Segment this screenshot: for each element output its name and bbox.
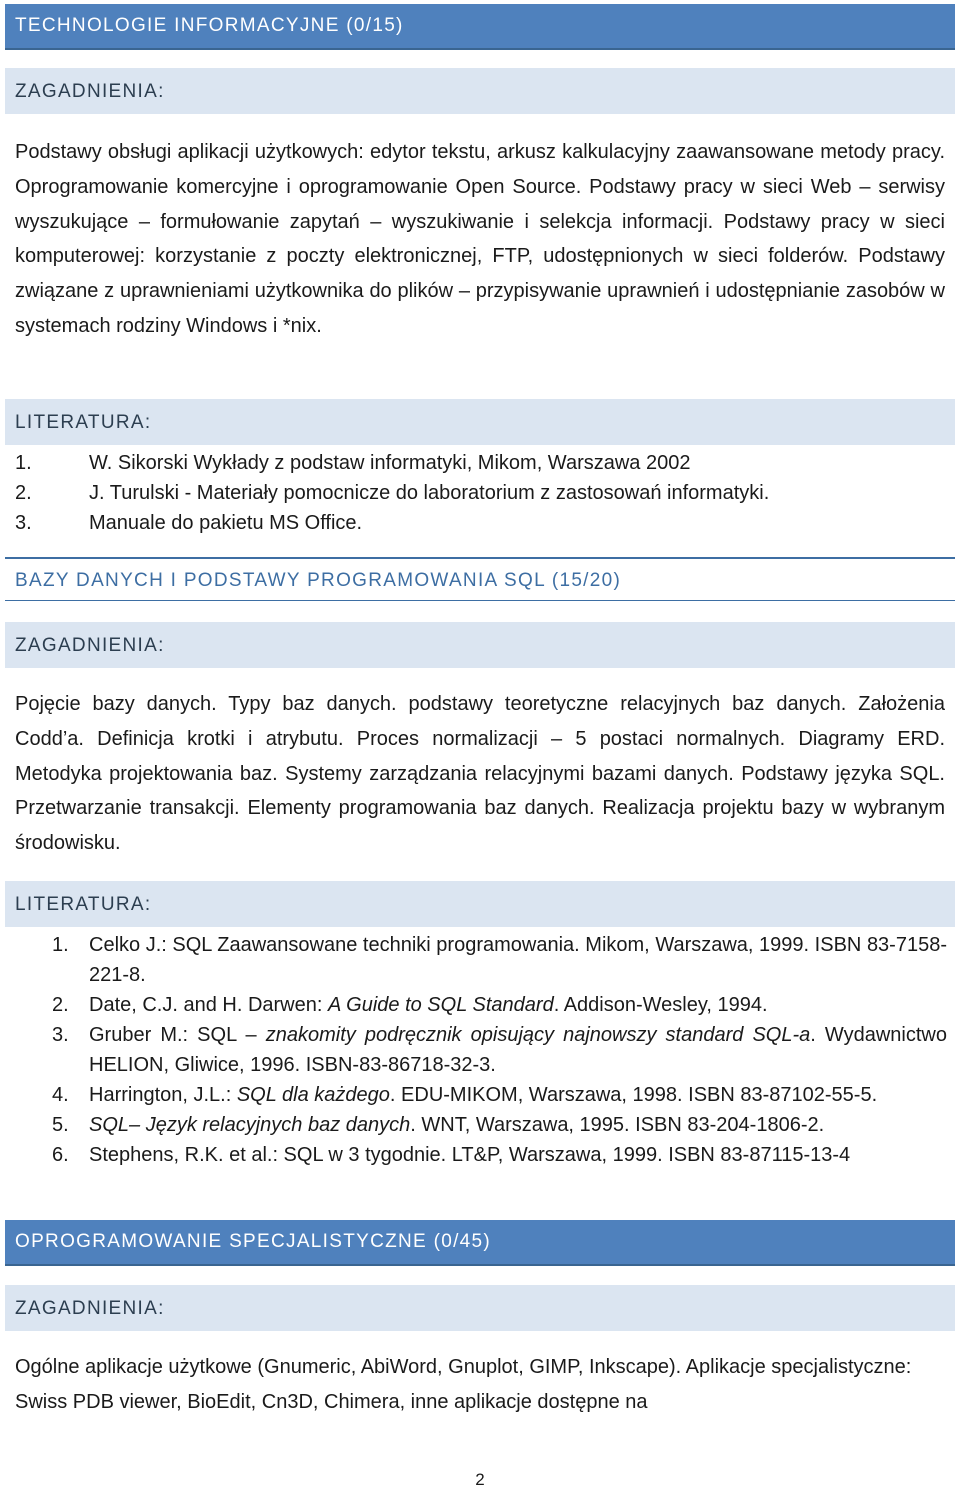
subheading-zagadnienia: ZAGADNIENIA:	[5, 1285, 955, 1331]
literature-list	[15, 448, 945, 538]
subheading-zagadnienia: ZAGADNIENIA:	[5, 68, 955, 114]
list-item: 3. Gruber M.: SQL – znakomity podręcznik opisujący najnowszy standard SQL-a. Wydawnictwo HELION, Gliwice, 1996. ISBN-83-86718-32-3.	[52, 1024, 947, 1076]
list-item: 6. Stephens, R.K. et al.: SQL w 3 tygodnie. LT&P, Warszawa, 1999. ISBN 83-87115-13-4	[52, 1144, 851, 1166]
list-item: 1. W. Sikorski Wykłady z podstaw informatyki, Mikom, Warszawa 2002	[15, 452, 691, 474]
list-item: 4. Harrington, J.L.: SQL dla każdego. EDU-MIKOM, Warszawa, 1998. ISBN 83-87102-55-5.	[52, 1084, 878, 1106]
literature-list	[52, 930, 947, 1170]
section-heading-oprogramowanie: OPROGRAMOWANIE SPECJALISTYCZNE (0/45)	[5, 1220, 955, 1264]
section-heading-bazy-danych: BAZY DANYCH I PODSTAWY PROGRAMOWANIA SQL (15/20)	[5, 557, 955, 601]
subheading-zagadnienia: ZAGADNIENIA:	[5, 622, 955, 668]
paragraph-zagadnienia: Podstawy obsługi aplikacji użytkowych: edytor tekstu, arkusz kalkulacyjny zaawansowane metody pracy. Oprogramowanie komercyjne i oprogramowanie Open Source. Podstawy pracy w sieci Web – serwisy wyszukujące – formułowanie zapytań – wyszukiwanie i selekcja informacji. Podstawy pracy w sieci komputerowej: korzystanie z poczty elektronicznej, FTP, udostępnionych w sieci folderów. Podstawy związane z uprawnieniami użytkownika do plików – przypisywanie uprawnień i udostępnianie zasobów w systemach rodziny Windows i *nix.	[15, 141, 945, 337]
list-item: 1. Celko J.: SQL Zaawansowane techniki programowania. Mikom, Warszawa, 1999. ISBN 83-7158-221-8.	[52, 934, 947, 986]
list-item: 3. Manuale do pakietu MS Office.	[15, 512, 363, 534]
page-number: 2	[475, 1470, 485, 1489]
paragraph-zagadnienia: Ogólne aplikacje użytkowe (Gnumeric, AbiWord, Gnuplot, GIMP, Inkscape). Aplikacje specjalistyczne: Swiss PDB viewer, BioEdit, Cn3D, Chimera, inne aplikacje dostępne na	[15, 1356, 912, 1413]
list-item: 2. Date, C.J. and H. Darwen: A Guide to SQL Standard. Addison-Wesley, 1994.	[52, 994, 768, 1016]
paragraph-zagadnienia: Pojęcie bazy danych. Typy baz danych. podstawy teoretyczne relacyjnych baz danych. Założenia Codd’a. Definicja krotki i atrybutu. Proces normalizacji – 5 postaci normalnych. Diagramy ERD. Metodyka projektowania baz. Systemy zarządzania relacyjnymi bazami danych. Podstawy języka SQL. Przetwarzanie transakcji. Elementy programowania baz danych. Realizacja projektu bazy w wybranym środowisku.	[15, 693, 945, 855]
list-item: 5. SQL– Język relacyjnych baz danych. WNT, Warszawa, 1995. ISBN 83-204-1806-2.	[52, 1114, 825, 1136]
list-item: 2. J. Turulski - Materiały pomocnicze do laboratorium z zastosowań informatyki.	[15, 482, 770, 504]
subheading-literatura: LITERATURA:	[5, 881, 955, 927]
section-heading-technologie: TECHNOLOGIE INFORMACYJNE (0/15)	[5, 4, 955, 48]
subheading-literatura: LITERATURA:	[5, 399, 955, 445]
